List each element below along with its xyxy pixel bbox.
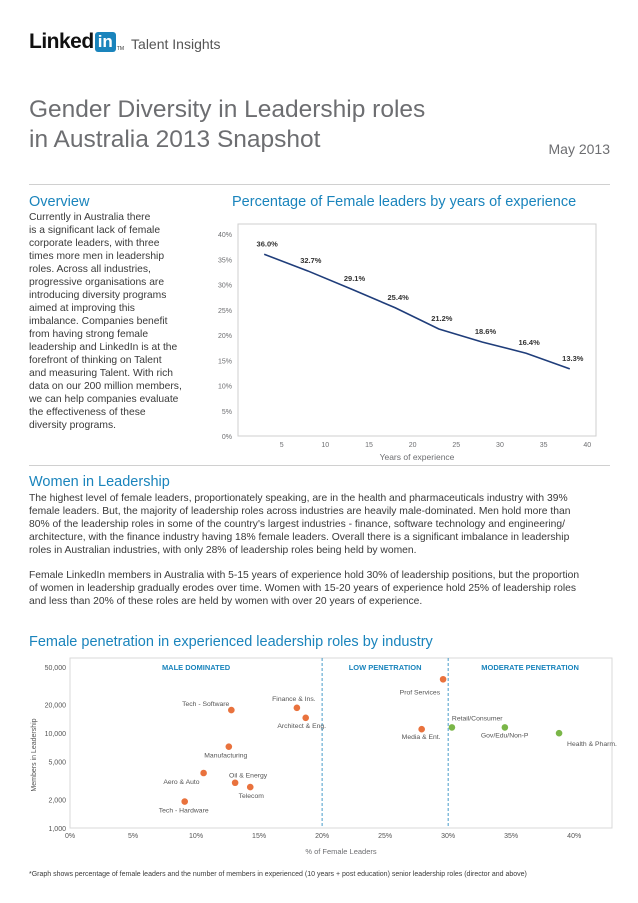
logo-trademark: TM [116, 46, 125, 52]
x-tick-label: 30 [496, 442, 504, 449]
point-label: Media & Ent. [401, 734, 441, 742]
plot-frame [70, 658, 612, 828]
overview-body-line: and measuring Talent. With rich [29, 368, 174, 379]
y-tick-label: 5% [221, 408, 232, 416]
overview-body-line: we can help companies evaluate [29, 394, 179, 405]
overview-body-line: roles. Across all industries, [29, 264, 151, 275]
women-paragraph-2 [29, 569, 614, 608]
overview-body-line: is a significant lack of female [29, 225, 161, 236]
logo-wordmark: Linked [29, 30, 94, 53]
data-label: 13.3% [562, 353, 584, 363]
data-point [247, 784, 254, 791]
data-label: 18.6% [474, 327, 497, 337]
product-name: Talent Insights [131, 36, 221, 52]
data-label: 32.7% [300, 255, 322, 265]
data-label: 25.4% [387, 292, 409, 302]
women-paragraph-1 [29, 492, 614, 557]
y-tick-label: 10,000 [44, 731, 66, 739]
overview-body-line: leadership and LinkedIn is at the [29, 342, 178, 353]
x-tick-label: 25 [452, 442, 461, 449]
women-paragraph-1-line: female leaders. But, the majority of leadership roles across industries are heavily male-dominated. Men hold more than [29, 506, 571, 517]
data-point [232, 779, 239, 786]
x-tick-label: 35% [504, 833, 519, 840]
line-chart-title: Percentage of Female leaders by years of experience [232, 194, 577, 210]
overview-body-line: the effectiveness of these [29, 407, 146, 418]
footnote: *Graph shows percentage of female leaders and the number of members in experienced (10 years + post education) senior leadership roles (director and above) [29, 871, 527, 878]
x-tick-label: 20% [315, 833, 330, 840]
overview-body-line: corporate leaders, with three [29, 238, 160, 249]
overview-body-line: imbalance. Companies benefit [29, 316, 168, 327]
y-tick-label: 35% [217, 257, 232, 265]
page-title [29, 95, 509, 155]
y-tick-label: 15% [217, 358, 232, 366]
section-divider [29, 465, 610, 466]
scatter-chart-title: Female penetration in experienced leadership roles by industry [29, 634, 433, 650]
x-axis-label: % of Female Leaders [305, 847, 377, 856]
x-tick-label: 10 [321, 442, 330, 449]
overview-body-line: from having strong female [29, 329, 149, 340]
data-label: 29.1% [343, 274, 366, 284]
point-label: Gov/Edu/Non-P [480, 732, 529, 740]
point-label: Health & Pharm. [567, 741, 617, 749]
y-tick-label: 30% [217, 282, 232, 290]
overview-heading: Overview [29, 194, 90, 210]
data-point [226, 743, 233, 750]
data-point [418, 726, 425, 733]
x-tick-label: 0% [64, 833, 76, 840]
point-label: Tech - Hardware [158, 807, 209, 815]
point-label: Telecom [238, 793, 264, 801]
data-point [181, 798, 188, 805]
point-label: Tech - Software [182, 701, 230, 709]
point-label: Manufacturing [204, 752, 248, 760]
data-point [440, 676, 447, 683]
x-tick-label: 10% [189, 833, 204, 840]
women-paragraph-2-line: of women in leadership gradually erodes over time. Women with 15-20 years of experience hold 25% of leadership roles [29, 583, 576, 594]
plot-frame [238, 224, 596, 436]
x-tick-label: 40 [583, 442, 592, 449]
y-tick-label: 20% [217, 333, 232, 341]
scatter-chart [22, 652, 622, 867]
overview-body-line: diversity programs. [29, 420, 116, 431]
overview-body-line: introducing diversity programs [29, 290, 167, 301]
overview-body-line: progressive organisations are [29, 277, 165, 288]
point-label: Aero & Auto [163, 779, 200, 787]
data-point [449, 724, 456, 731]
report-date: May 2013 [548, 141, 610, 157]
overview-body-line: aimed at improving this [29, 303, 135, 314]
x-tick-label: 35 [539, 442, 548, 449]
y-tick-label: 50,000 [44, 664, 66, 672]
x-tick-label: 5% [127, 833, 139, 840]
linkedin-logo [29, 30, 221, 54]
y-tick-label: 40% [217, 232, 232, 240]
point-label: Oil & Energy [229, 772, 268, 780]
overview-body-line: data on our 200 million members, [29, 381, 182, 392]
x-tick-label: 25% [378, 833, 393, 840]
women-paragraph-1-line: roles in Australian industries, with only 28% of leadership roles being held by women. [29, 545, 417, 556]
x-tick-label: 30% [441, 833, 456, 840]
data-label: 16.4% [518, 338, 540, 348]
overview-body-line: times more men in leadership [29, 251, 165, 262]
y-tick-label: 2,000 [48, 797, 66, 805]
data-label: 21.2% [431, 313, 453, 323]
x-tick-label: 20 [408, 442, 417, 449]
data-point [302, 715, 309, 722]
women-paragraph-1-line: 80% of the leadership roles in some of the country's largest industries - finance, software technology and engineering/ [29, 519, 565, 530]
header-divider [29, 184, 610, 185]
overview-body-line: forefront of thinking on Talent [29, 355, 162, 366]
x-tick-label: 5 [279, 442, 284, 449]
data-label: 36.0% [256, 239, 278, 249]
women-paragraph-1-line: architecture, with the finance industry having 18% female leaders. Overall there is a significant imbalance in leadership [29, 532, 570, 543]
women-paragraph-2-line: Female LinkedIn members in Australia with 5-15 years of experience hold 30% of leadership positions, but the proportion [29, 570, 580, 581]
x-tick-label: 15 [365, 442, 373, 449]
y-tick-label: 1,000 [48, 826, 66, 833]
x-axis-label: Years of experience [379, 452, 455, 462]
y-tick-label: 20,000 [44, 702, 66, 710]
series-line [264, 254, 570, 369]
point-label: Finance & Ins. [272, 695, 316, 703]
data-point [200, 770, 207, 777]
x-tick-label: 40% [567, 833, 582, 840]
y-tick-label: 5,000 [48, 759, 66, 767]
region-label: MODERATE PENETRATION [481, 663, 579, 672]
region-label: MALE DOMINATED [161, 663, 231, 672]
point-label: Retail/Consumer [451, 715, 503, 723]
page-title-line-2: in Australia 2013 Snapshot [29, 126, 321, 153]
x-tick-label: 15% [252, 833, 267, 840]
page-title-line-1: Gender Diversity in Leadership roles [29, 96, 426, 123]
data-point [294, 705, 301, 712]
y-tick-label: 25% [217, 307, 232, 315]
point-label: Architect & Eng. [277, 722, 327, 730]
logo-in-badge: in [95, 32, 116, 52]
data-point [502, 724, 509, 731]
y-tick-label: 10% [217, 383, 232, 391]
women-heading: Women in Leadership [29, 474, 170, 490]
y-tick-label: 0% [221, 434, 232, 441]
point-label: Prof Services [399, 689, 441, 697]
data-point [556, 730, 563, 737]
overview-body [29, 211, 209, 432]
y-axis-label: Members in Leadership [31, 718, 38, 792]
overview-body-line: Currently in Australia there [29, 212, 151, 223]
line-chart [210, 212, 610, 462]
women-paragraph-2-line: and less than 20% of these roles are held by women with over 20 years of experience. [29, 596, 423, 607]
region-label: LOW PENETRATION [348, 663, 422, 672]
women-paragraph-1-line: The highest level of female leaders, proportionately speaking, are in the health and pharmaceuticals industry with 39% [29, 493, 568, 504]
